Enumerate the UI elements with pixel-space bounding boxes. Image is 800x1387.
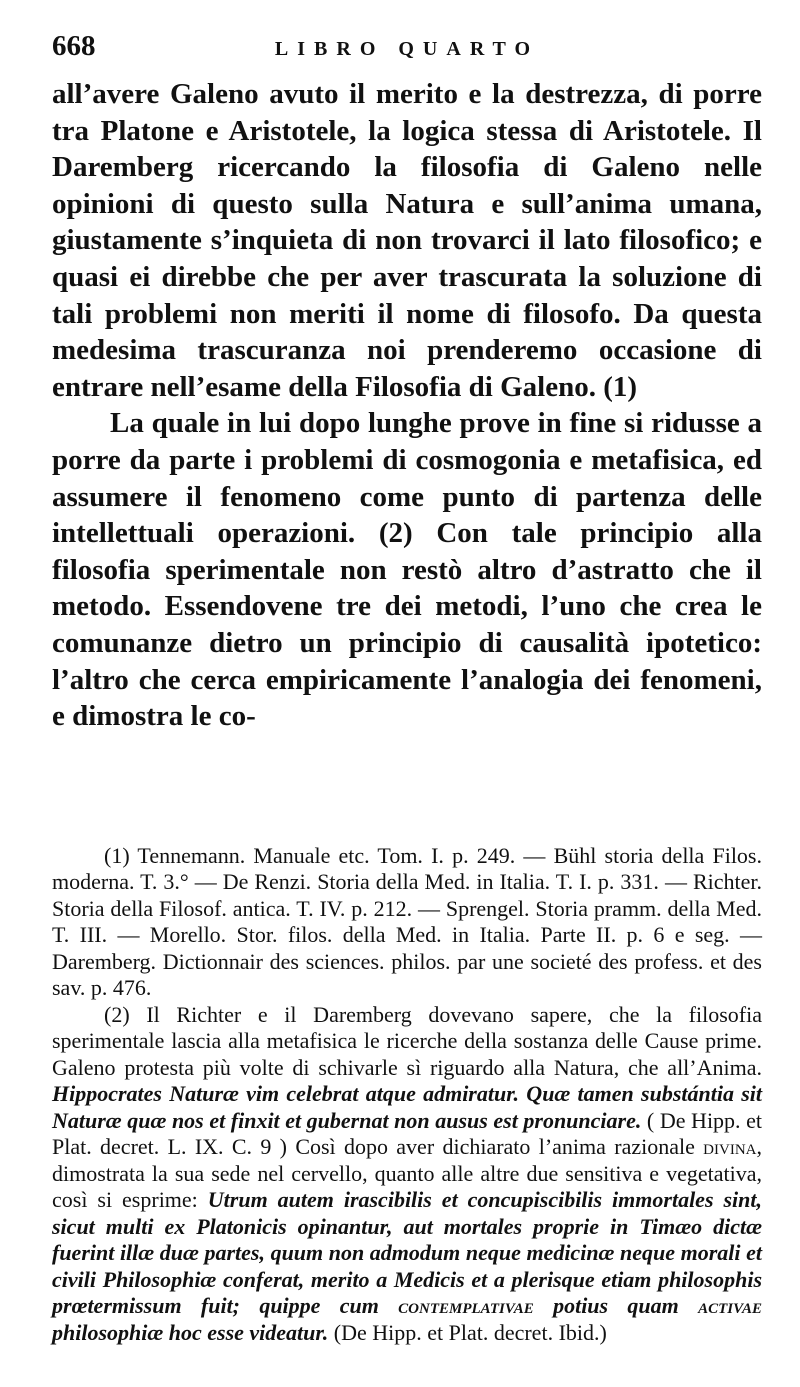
footnote-2-latin-quote-2: Utrum autem irascibilis et concupiscibilis immortales sint, sicut multi ex Platonicis opinantur, aut mortales proprie in Timæo dictæ fuerint illæ duæ partes, quum non admodum neque medicinæ neque morali et civili Philosophiæ conferat, merito a Medicis et a plerisque etiam philosophis prœtermissum fuit; quippe cum bbox=[52, 1187, 762, 1319]
footnote-2-text-1: Il Richter e il Daremberg dovevano sapere, che la filosofia sperimentale lascia alla metafisica le ricerche della sostanza delle Cause prime. Galeno protesta più volte di schivarle sì riguardo alla Natura, che all’Anima. bbox=[52, 1001, 762, 1080]
footnote-2-smallcaps-2: contemplativae bbox=[398, 1293, 534, 1319]
page-number: 668 bbox=[52, 30, 96, 62]
footnote-2-text-4: (De Hipp. et Plat. decret. Ibid.) bbox=[328, 1319, 607, 1345]
running-title: LIBRO QUARTO bbox=[274, 38, 540, 60]
footnote-2-text-3: , dimostrata la sua sede nel cervello, quanto alle altre due sensitiva e vegetativa, così si esprime: bbox=[52, 1134, 762, 1213]
footnotes bbox=[52, 843, 762, 1347]
footnote-2-label: (2) bbox=[104, 1001, 130, 1027]
running-head bbox=[52, 30, 762, 70]
footnote-2-smallcaps-1: divina bbox=[703, 1134, 757, 1160]
footnote-1: (1) Tennemann. Manuale etc. Tom. I. p. 249. — Bühl storia della Filos. moderna. T. 3.° — De Renzi. Storia della Med. in Italia. T. I. p. 331. — Richter. Storia della Filosof. antica. T. IV. p. 212. — Sprengel. Storia pramm. della Med. T. III. — Morello. Stor. filos. della Med. in Italia. Parte II. p. 6 e seg. — Daremberg. Dictionnair des sciences. philos. par une societé des profess. et des sav. p. 476. bbox=[52, 842, 762, 1001]
paragraph-2: La quale in lui dopo lunghe prove in fine si ridusse a porre da parte i problemi di cosmogonia e metafisica, ed assumere il fenomeno come punto di partenza delle intellettuali operazioni. (2) Con tale principio alla filosofia sperimentale non restò altro d’astratto che il metodo. Essendovene tre dei metodi, l’uno che crea le comunanze dietro un principio di causalità ipotetico: l’altro che cerca empiricamente l’analogia dei fenomeni, e dimostra le co- bbox=[52, 407, 762, 733]
paragraph-1: all’avere Galeno avuto il merito e la destrezza, di porre tra Platone e Aristotele, la logica stessa di Aristotele. Il Daremberg ricercando la filosofia di Galeno nelle opinioni di questo sulla Natura e sull’anima umana, giustamente s’inquieta di non trovarci il lato filosofico; e quasi ei direbbe che per aver trascurata la soluzione di tali problemi non meriti il nome di filosofo. Da questa medesima trascuranza noi prenderemo occasione di entrare nell’esame della Filosofia di Galeno. (1) bbox=[52, 78, 762, 403]
footnote-2 bbox=[52, 1002, 762, 1347]
footnote-2-text-2: ( De Hipp. et Plat. decret. L. IX. C. 9 ) Così dopo aver dichiarato l’anima razionale bbox=[52, 1107, 763, 1160]
footnote-2-latin-quote-1: Hippocrates Naturæ vim celebrat atque admiratur. Quæ tamen substántia sit Naturæ quæ nos et finxit et gubernat non ausus est pronunciare. bbox=[52, 1081, 762, 1133]
footnote-2-smallcaps-3: activae bbox=[698, 1293, 762, 1319]
footnote-2-latin-quote-4: philosophiæ hoc esse videatur. bbox=[52, 1319, 329, 1345]
main-text bbox=[52, 76, 762, 735]
footnote-2-latin-quote-3: potius quam bbox=[533, 1293, 699, 1319]
